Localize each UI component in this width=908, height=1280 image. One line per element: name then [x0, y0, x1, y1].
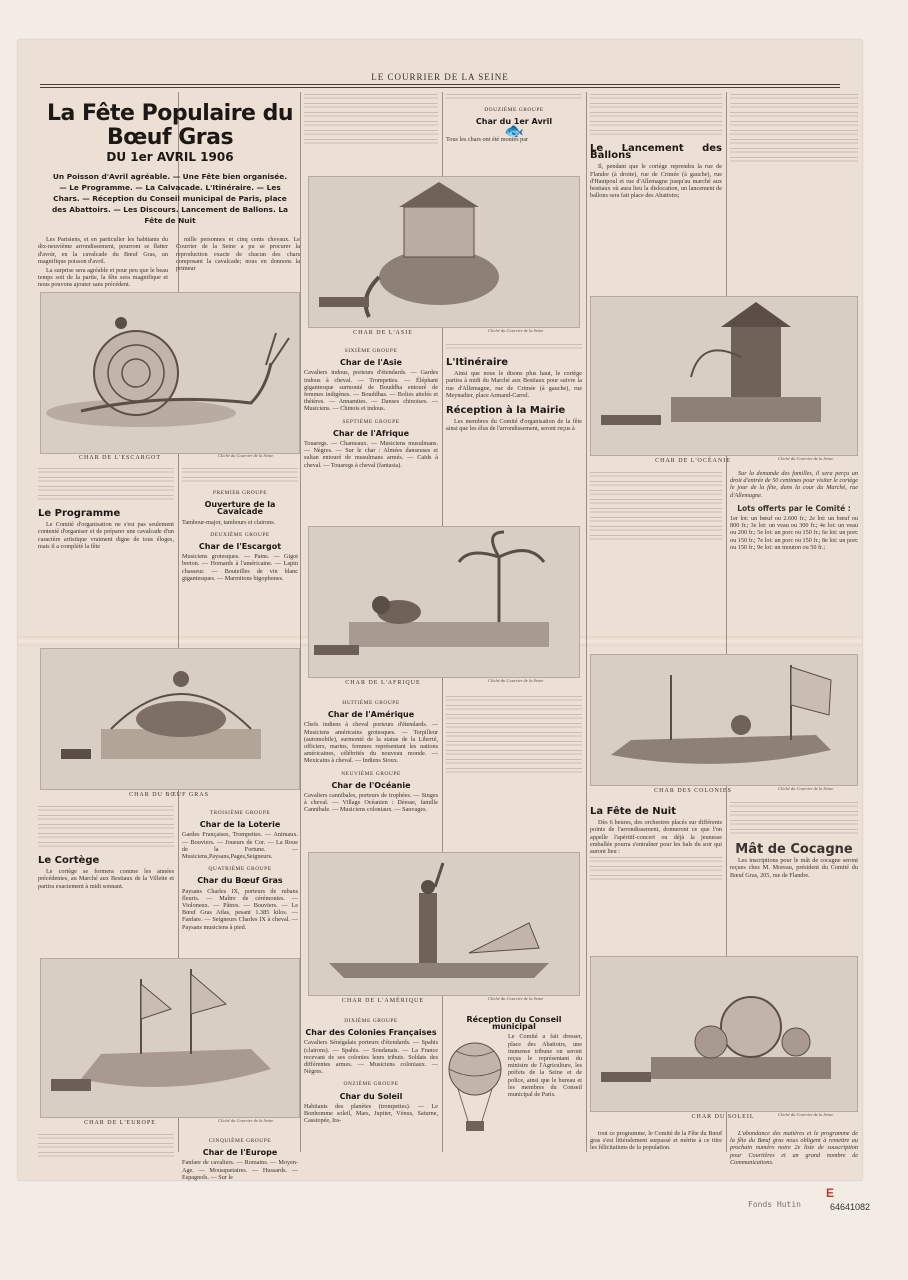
entree-notice: Sur la demande des familles, il sera perçu un droit d'entrée de 50 centimes pour visiter le cortège le jour de la fête, dans la cour du Marché, rue d'Allemagne. [730, 470, 858, 499]
lancement-text: Il, pendant que le cortège reprendra la rue de Flandre (à droite), rue de Crimée (à gauche), rue d'Hautpoul et rue d'Allemagne jusqu'au marché aux bestiaux où aura lieu la dislocation, un lancement de ballons sera fait place des Abattoirs; [590, 163, 722, 200]
liberty-float-image [309, 853, 579, 995]
section-mat-cocagne: Mât de Cocagne [735, 842, 853, 857]
intro-paragraph-3: mille personnes et cinq cents chevaux. Le Courrier de la Seine a pu se procurer la reproduction exacte de chacun des chars composant la cavalcade; nous en donnons la primeur [176, 236, 300, 273]
text-lines [304, 139, 438, 146]
group-title: Char de l'Océanie [331, 780, 411, 790]
fish-icon: 🐟 [504, 123, 524, 141]
section-reception-conseil: Réception du Conseil municipal [466, 1015, 562, 1032]
title-block [38, 92, 302, 292]
credit-europe: Cliché du Courrier de la Seine [218, 1118, 274, 1123]
group-label: DOUZIÈME GROUPE [484, 107, 544, 113]
article-date: DU 1er AVRIL 1906 [106, 150, 234, 164]
text-lines [38, 468, 174, 475]
group-text: Musiciens grotesques. — Pains. — Gigot breton. — Homards à l'américaine. — Lapin chasseur. — Bouteilles de vin blanc gigantesques. — Marmitons bigophones. [182, 553, 298, 582]
text-lines [304, 121, 438, 128]
group-title: Char de la Loterie [199, 820, 281, 830]
group-title: Char du Bœuf Gras [197, 876, 283, 886]
text-lines [730, 103, 858, 110]
colonies-float-image [591, 655, 857, 785]
group-title: Char de l'Amérique [327, 710, 415, 720]
ox-float-image [41, 649, 299, 789]
text-lines [730, 139, 858, 146]
column-1-mid [38, 466, 174, 634]
column-5-lower [590, 800, 722, 950]
group-label: NEUVIÈME GROUPE [341, 770, 401, 777]
section-reception-mairie: Réception à la Mairie [446, 405, 566, 417]
group-label: TROISIÈME GROUPE [209, 810, 271, 816]
text-lines [590, 121, 722, 128]
illustration-soleil [590, 956, 858, 1112]
lion-float-image [309, 527, 579, 677]
column-3-groups [304, 342, 438, 522]
snail-image [41, 293, 299, 453]
group-text: Habitants des planètes (trompettes). — Le Bonhomme soleil, Mars, Jupiter, Vénus, Saturne, Cassiopée, Ira- [304, 1102, 438, 1125]
call-number: 64641082 [830, 1202, 871, 1212]
text-lines [38, 495, 174, 502]
text-lines [590, 481, 722, 488]
credit-asie: Cliché du Courrier de la Seine [488, 328, 544, 333]
text-lines [590, 526, 722, 533]
credit-escargot: Cliché du Courrier de la Seine [218, 453, 274, 458]
column-6-mid [730, 470, 858, 640]
text-lines [446, 750, 582, 757]
text-lines [38, 806, 174, 813]
column-rule [586, 92, 587, 1152]
column-4-top [446, 92, 582, 172]
group-title: Char de l'Escargot [198, 542, 282, 552]
text-lines [730, 121, 858, 128]
illustration-boeuf-gras [40, 648, 300, 790]
final-text: tout ce programme, le Comité de la Fête du Bœuf gras s'est littéralement surpassé et mérite à ce titre les félicitations de la population. [590, 1130, 722, 1152]
text-lines [182, 477, 298, 484]
group-title: Char du Soleil [339, 1091, 403, 1101]
caption-soleil: CHAR DU SOLEIL [691, 1114, 755, 1120]
credit-amerique: Cliché du Courrier de la Seine [488, 996, 544, 1001]
text-lines [590, 499, 722, 506]
group-title: Char de l'Afrique [332, 428, 410, 438]
elephant-float-image [309, 177, 579, 327]
text-lines [446, 696, 582, 703]
caption-oceanie: CHAR DE L'OCÉANIE [655, 458, 731, 464]
text-lines [730, 820, 858, 827]
article-summary: Un Poisson d'Avril agréable. — Une Fête bien organisée. — Le Programme. — La Calvacade. L'Itinéraire. — Les Chars. — Réception du Conseil municipal de Paris, place des Abattoirs. — Les Discours. Lancement de Ballons. La Fête de Nuit [51, 172, 289, 226]
column-3-bottom [304, 1012, 438, 1172]
column-6-lower [730, 800, 858, 950]
illustration-oceanie [590, 296, 858, 456]
text-lines [730, 148, 858, 155]
group-label: ONZIÈME GROUPE [343, 1081, 399, 1088]
column-3-amerique [304, 694, 438, 844]
group-label: HUITIÈME GROUPE [342, 700, 400, 706]
text-lines [38, 477, 174, 484]
balloon-image [446, 1033, 504, 1143]
text-lines [38, 1152, 174, 1159]
text-lines [590, 103, 722, 110]
itineraire-text: Ainsi que nous le disons plus haut, le cortège partira à midi du Marché aux Bestiaux pour suivre la rue d'Allemagne, rue de Crimée (à gauche), rue Meynadier, place Armand-Carrel. [446, 370, 582, 399]
text-lines [730, 829, 858, 836]
illustration-europe [40, 958, 300, 1118]
lots-text: 1er lot: un bœuf ou 2.600 fr.; 2e lot: un bœuf ou 800 fr.; 3e lot: un veau ou 300 fr.; 4e lot: un veau ou 200 fr.; 5e lot: un porc ou 150 fr.; 6e lot: un porc ou 150 fr.; 7e lot: un porc ou 150 fr.; 8e lot: un porc ou 150 fr.; 9e lot: un mouton ou 50 fr.; [730, 515, 858, 551]
text-lines [730, 802, 858, 809]
text-lines [446, 94, 582, 101]
section-cortege: Le Cortège [38, 855, 100, 866]
group-label: SIXIÈME GROUPE [344, 348, 398, 354]
column-1-bottom [38, 1132, 174, 1172]
text-lines [38, 1134, 174, 1141]
text-lines [590, 535, 722, 542]
article-title: La Fête Populaire du Bœuf Gras [46, 101, 294, 150]
caption-colonies: CHAR DES COLONIES [654, 788, 732, 794]
text-lines [446, 705, 582, 712]
lots-title: Lots offerts par le Comité : [737, 503, 851, 513]
text-lines [446, 344, 582, 351]
column-1-lower [38, 804, 174, 954]
column-5-bottom [590, 1130, 722, 1176]
text-lines [730, 157, 858, 164]
group-title: Ouverture de la Cavalcade [204, 500, 276, 517]
text-lines [38, 1143, 174, 1150]
library-stamp: E [826, 1186, 835, 1200]
final-notice: L'abondance des matières et le programme de la fête du Bœuf gras nous obligent à remettre au prochain numéro notre 2e liste de souscription pour Courtières et un grand nombre de Communications. [730, 1130, 858, 1166]
text-lines [304, 94, 438, 101]
group-text: Cavaliers cannibales, porteurs de trophées. — Singes à cheval. — Village Océanien : Déesse, famille Cannibale. — Musiciens coloniaux. — Sauvages. [304, 792, 438, 814]
text-lines [590, 112, 722, 119]
group-text: Gardes Françaises, Trompettes. — Animaux. — Bouviers. — Joueurs de Cor. — La Roue de la Fortune. — Musiciens,Paysans,Pages,Seigneurs. [182, 831, 298, 861]
column-6-top [730, 92, 858, 292]
caption-escargot: CHAR DE L'ESCARGOT [78, 455, 162, 461]
credit-soleil: Cliché du Courrier de la Seine [778, 1112, 834, 1117]
newspaper-page [18, 40, 862, 1180]
section-programme: Le Programme [38, 508, 121, 519]
group-text: Cavaliers indous, porteurs d'étendards. — Gardes indous à cheval. — Trompettes. — Éléphant gigantesque surmonté de Bouddha entouré de femmes indigènes. — Bouddhas. — Bolies attelés et théières. — Annamites. — Danses chinoises. — Musiciens. — Chinois et indous. [304, 369, 438, 413]
text-lines [38, 824, 174, 831]
group-text: Chefs indiens à cheval porteurs d'étendards. — Musiciens américains grotesques. — Torpilleur (automobile), surmonté de la statue de la Liberté, officiers, marins, femmes représentant les nations américaines, célébrités du nouveau monde. — Mexicains à cheval. — Indiens Sioux. [304, 721, 438, 765]
group-text: Cavaliers Sénégalais porteurs d'étendards. — Spahis (clairons). — Spahis. — Soudanais. — La France recevant de ses colonies leurs tributs. Soldats des différentes armes. — Musiciens coloniaux. — Nègres. [304, 1039, 438, 1076]
text-lines [730, 94, 858, 101]
text-lines [730, 112, 858, 119]
column-4-bottom [446, 1012, 582, 1172]
text-lines [590, 508, 722, 515]
group-label: QUATRIÈME GROUPE [208, 866, 272, 873]
intro-paragraph-2: La surprise sera agréable et pour peu que le beau temps soit de la partie, la fête sera magnifique et nous pouvons ajouter sans précédent. [38, 267, 168, 289]
text-lines [38, 815, 174, 822]
text-lines [590, 490, 722, 497]
text-lines [446, 723, 582, 730]
group-label: PREMIER GROUPE [212, 490, 268, 496]
ship-float-image [41, 959, 299, 1117]
group-text: Touaregs. — Chameaux. — Musiciens musulmans. — Nègres. — Sur le char : Almées danseuses et sultan entouré de musulmans armés. — Caïds à cheval. — Touaregs à cheval (fantasia). [304, 440, 438, 469]
group-text: Tambour-major, tambours et clairons. [182, 518, 276, 526]
text-lines [590, 94, 722, 101]
column-4-itineraire [446, 342, 582, 522]
caption-asie: CHAR DE L'ASIE [353, 330, 413, 336]
text-lines [446, 768, 582, 775]
group-title: Char de l'Europe [202, 1148, 278, 1158]
column-5-mid [590, 470, 722, 640]
group-title: Char du 1er Avril [475, 117, 553, 127]
group-title: Char des Colonies Françaises [305, 1028, 437, 1038]
text-lines [590, 857, 722, 864]
section-itineraire: L'Itinéraire [446, 357, 509, 368]
caption-europe: CHAR DE L'EUROPE [84, 1120, 156, 1126]
header-rule [40, 84, 840, 88]
group-text: Paysans Charles IX, porteurs de rubans fleuris. — Maître de cérémonies. — Violoneux. — Pâtres. — Bouviers. — Le Bœuf Gras Atlas, pesant 1.385 kilos. — Fanfare. — Seigneurs Charles IX à cheval. — Paysans musiciens à pied. [182, 887, 298, 931]
oceania-float-image [591, 297, 857, 455]
text-lines [590, 875, 722, 882]
text-lines [446, 741, 582, 748]
group-label: DEUXIÈME GROUPE [210, 531, 270, 538]
column-6-bottom [730, 1130, 858, 1176]
sun-float-image [591, 957, 857, 1111]
char-avril-text: Tous les chars ont été montés par [446, 135, 529, 143]
caption-amerique: CHAR DE L'AMÉRIQUE [341, 998, 425, 1004]
caption-afrique: CHAR DE L'AFRIQUE [345, 680, 421, 686]
text-lines [38, 833, 174, 840]
reception-conseil-text: Le Comité a fait dresser, place des Abattoirs, une immense tribune on seront reçus le représentant du ministre de l'Agriculture, les préfets de la Seine et de police, ainsi que le bureau et les membres du Conseil municipal de Paris. [508, 1033, 582, 1099]
mat-text: Les inscriptions pour le mât de cocagne seront reçues chez M. Moreau, président du Comité du Bœuf Gras, 205, rue de Flandre. [730, 857, 858, 879]
intro-paragraph: Les Parisiens, et en particulier les habitants du dix-neuvième arrondissement, pourront se flatter d'avoir, en la cavalcade du Bœuf Gras, un magnifique poisson d'avril. [38, 236, 168, 265]
running-head: LE COURRIER DE LA SEINE [371, 72, 509, 82]
text-lines [446, 759, 582, 766]
credit-oceanie: Cliché du Courrier de la Seine [778, 456, 834, 461]
text-lines [730, 811, 858, 818]
illustration-amerique [308, 852, 580, 996]
fete-nuit-text: Dès 6 heures, des orchestres placés sur différents points de l'arrondissement, donneront ce que l'on appelle l'apéritif-concert ou déjà la jeunesse emballée pourra s'entraîner pour les bals du soir qui auront lieu : [590, 819, 722, 856]
text-lines [304, 130, 438, 137]
group-title: Char de l'Asie [340, 358, 402, 368]
group-text: Fanfare de cavaliers. — Romains. — Moyen-Age. — Mousquetaires. — Hussards. — Espagnols. — Sur le [182, 1159, 298, 1181]
illustration-escargot [40, 292, 300, 454]
text-lines [446, 732, 582, 739]
text-lines [304, 112, 438, 119]
illustration-afrique [308, 526, 580, 678]
credit-colonies: Cliché du Courrier de la Seine [778, 786, 834, 791]
handwritten-note: Fonds Hutin [748, 1200, 801, 1209]
group-label: DIXIÈME GROUPE [344, 1018, 398, 1024]
column-4-mid [446, 694, 582, 844]
text-lines [590, 130, 722, 137]
text-lines [38, 486, 174, 493]
text-lines [730, 130, 858, 137]
text-lines [182, 468, 298, 475]
section-lancement: Le Lancement des Ballons [590, 143, 722, 162]
programme-text: Le Comité d'organisation ne s'est pas seulement contenté d'organiser et de préparer une cavalcade d'un caractère artistique vraiment digne de tous éloges, mais il a complété la fête [38, 521, 174, 550]
text-lines [590, 866, 722, 873]
illustration-colonies [590, 654, 858, 786]
text-lines [590, 517, 722, 524]
text-lines [304, 103, 438, 110]
text-lines [446, 714, 582, 721]
cortege-text: Le cortège se formera comme les années précédentes, au Marché aux Bestiaux de la Villette et partira exactement à midi sonnant. [38, 868, 174, 890]
text-lines [590, 472, 722, 479]
group-label: CINQUIÈME GROUPE [208, 1138, 272, 1144]
reception-text: Les membres du Comité d'organisation de la fête ainsi que les élus de l'arrondissement, seront reçus à [446, 418, 582, 433]
column-2-mid [182, 466, 298, 634]
illustration-asie [308, 176, 580, 328]
caption-boeuf-gras: CHAR DU BŒUF GRAS [129, 792, 209, 798]
section-fete-nuit: La Fête de Nuit [590, 806, 676, 817]
credit-afrique: Cliché du Courrier de la Seine [488, 678, 544, 683]
column-2-bottom [182, 1132, 298, 1181]
column-2-lower [182, 804, 298, 954]
text-lines [38, 842, 174, 849]
column-3-top [304, 92, 438, 162]
group-label: SEPTIÈME GROUPE [342, 418, 400, 425]
